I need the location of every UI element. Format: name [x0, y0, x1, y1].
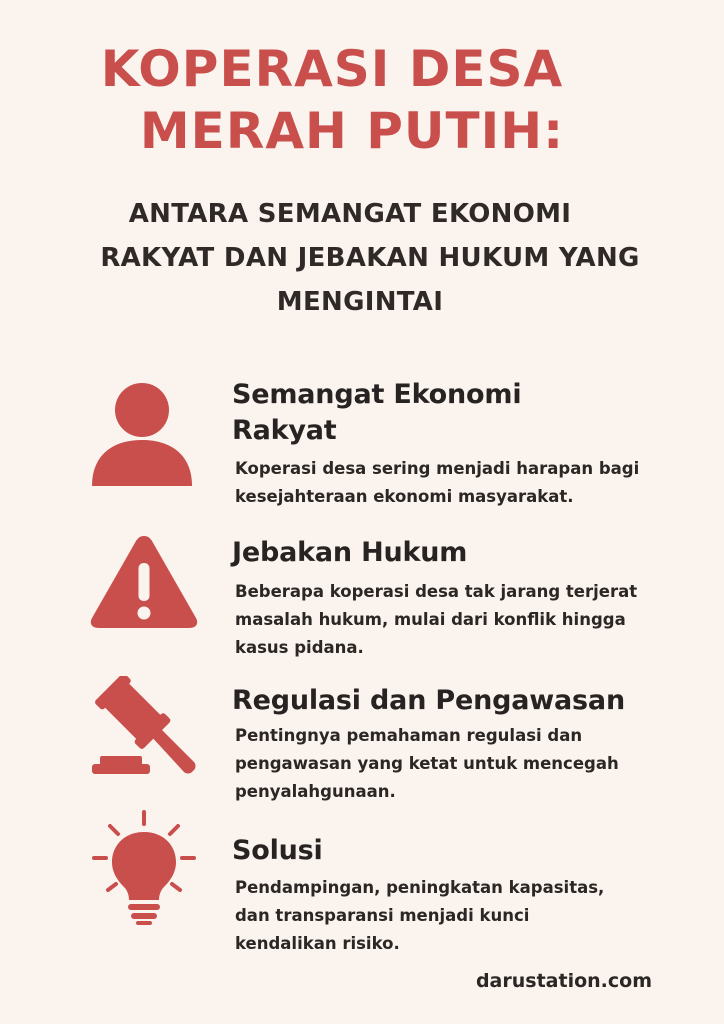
- section-title-line-1: Regulasi dan Pengawasan: [232, 685, 625, 716]
- subtitle-line-3: MENGINTAI: [276, 287, 444, 317]
- section-body-line-2: kesejahteraan ekonomi masyarakat.: [235, 487, 574, 506]
- section-body-line-1: Koperasi desa sering menjadi harapan bagi: [235, 459, 640, 478]
- section-body: [235, 578, 685, 662]
- title-line-2: MERAH PUTIH:: [139, 102, 565, 160]
- subtitle-line-1: ANTARA SEMANGAT EKONOMI: [128, 199, 572, 229]
- lightbulb-icon: [92, 810, 196, 926]
- section-title: [232, 683, 692, 719]
- section-body: [235, 874, 685, 958]
- section-title: [232, 833, 692, 869]
- section-body: [235, 722, 685, 806]
- subtitle-line-2: RAKYAT DAN JEBAKAN HUKUM YANG: [100, 243, 640, 273]
- section-body-line-1: Pentingnya pemahaman regulasi dan: [235, 726, 583, 745]
- section-body-line-2: pengawasan yang ketat untuk mencegah: [235, 754, 619, 773]
- section-body: [235, 455, 685, 511]
- section-body-line-3: penyalahgunaan.: [235, 782, 396, 801]
- website-credit: darustation.com: [475, 970, 652, 992]
- section-body-line-2: dan transparansi menjadi kunci: [235, 906, 530, 925]
- section-title-line-1: Solusi: [232, 835, 323, 866]
- warning-icon: [88, 530, 200, 630]
- page-title: [0, 38, 724, 162]
- section-body-line-3: kasus pidana.: [235, 638, 364, 657]
- page-subtitle: [60, 192, 680, 324]
- section-body-line-2: masalah hukum, mulai dari konflik hingga: [235, 610, 626, 629]
- section-title-line-1: Jebakan Hukum: [232, 537, 468, 568]
- section-title-line-2: Rakyat: [232, 415, 337, 446]
- person-icon: [86, 378, 198, 490]
- section-body-line-1: Beberapa koperasi desa tak jarang terjerat: [235, 582, 638, 601]
- title-line-1: KOPERASI DESA: [100, 40, 564, 98]
- section-body-line-1: Pendampingan, peningkatan kapasitas,: [235, 878, 605, 897]
- section-body-line-3: kendalikan risiko.: [235, 934, 400, 953]
- section-title: [232, 535, 692, 571]
- section-title-line-1: Semangat Ekonomi: [232, 379, 522, 410]
- section-title: [232, 377, 692, 449]
- gavel-icon: [84, 676, 200, 776]
